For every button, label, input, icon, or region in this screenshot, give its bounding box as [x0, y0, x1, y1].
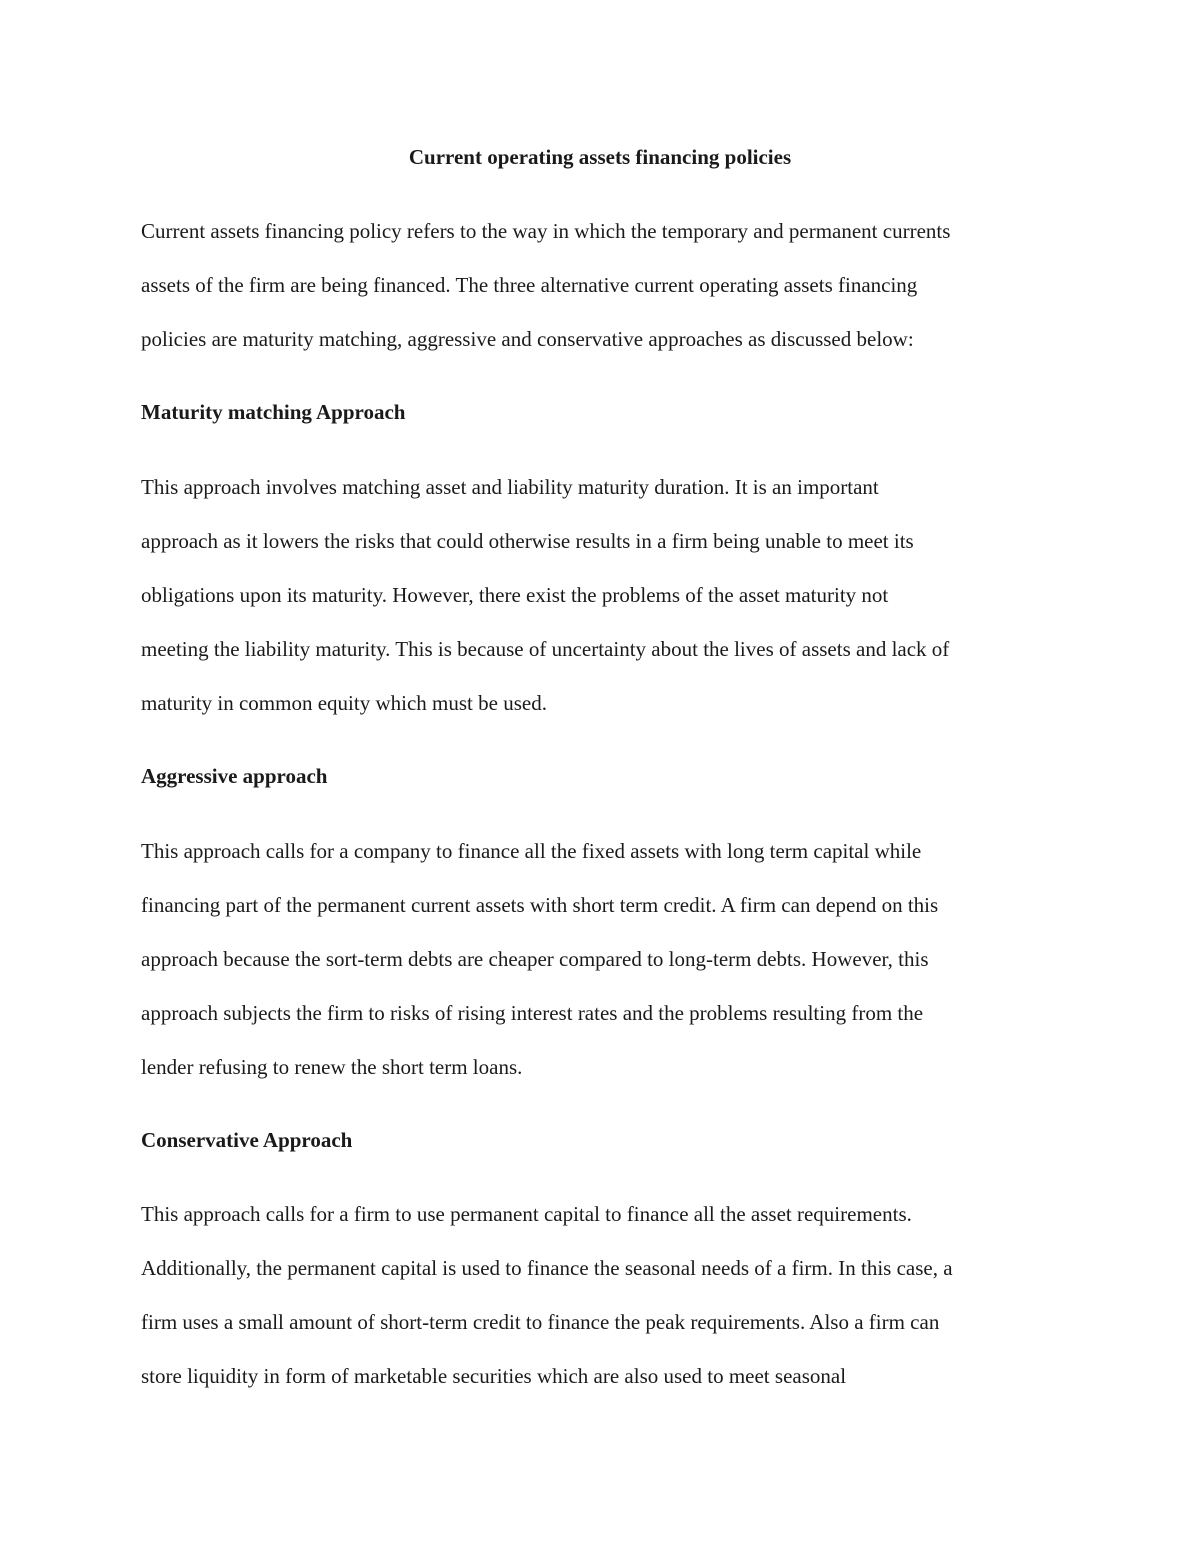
intro-line: Current assets financing policy refers to the way in which the temporary and permanent currents	[141, 219, 951, 243]
paragraph-line: approach as it lowers the risks that could otherwise results in a firm being unable to meet its	[141, 529, 914, 553]
paragraph-line: store liquidity in form of marketable securities which are also used to meet seasonal	[141, 1364, 847, 1388]
intro-line: policies are maturity matching, aggressive and conservative approaches as discussed below:	[141, 327, 914, 351]
section-heading-maturity-matching: Maturity matching Approach	[141, 400, 406, 424]
paragraph-line: approach because the sort-term debts are cheaper compared to long-term debts. However, this	[141, 947, 929, 971]
paragraph-line: lender refusing to renew the short term loans.	[141, 1055, 523, 1079]
paragraph-line: meeting the liability maturity. This is because of uncertainty about the lives of assets and lack of	[141, 637, 950, 661]
paragraph-line: approach subjects the firm to risks of rising interest rates and the problems resulting from the	[141, 1001, 924, 1025]
paragraph-line: Additionally, the permanent capital is used to finance the seasonal needs of a firm. In this case, a	[141, 1256, 953, 1280]
document-title: Current operating assets financing policies	[408, 145, 792, 169]
intro-line: assets of the firm are being financed. The three alternative current operating assets financing	[141, 273, 918, 297]
paragraph-line: maturity in common equity which must be used.	[141, 691, 547, 715]
paragraph-line: financing part of the permanent current assets with short term credit. A firm can depend on this	[141, 893, 939, 917]
paragraph-line: firm uses a small amount of short-term credit to finance the peak requirements. Also a firm can	[141, 1310, 940, 1334]
section-heading-aggressive: Aggressive approach	[141, 764, 328, 788]
paragraph-line: This approach calls for a company to finance all the fixed assets with long term capital while	[141, 839, 922, 863]
paragraph-line: obligations upon its maturity. However, there exist the problems of the asset maturity not	[141, 583, 889, 607]
section-heading-conservative: Conservative Approach	[141, 1128, 353, 1152]
paragraph-line: This approach involves matching asset and liability maturity duration. It is an important	[141, 475, 879, 499]
paragraph-line: This approach calls for a firm to use permanent capital to finance all the asset requirements.	[141, 1202, 912, 1226]
